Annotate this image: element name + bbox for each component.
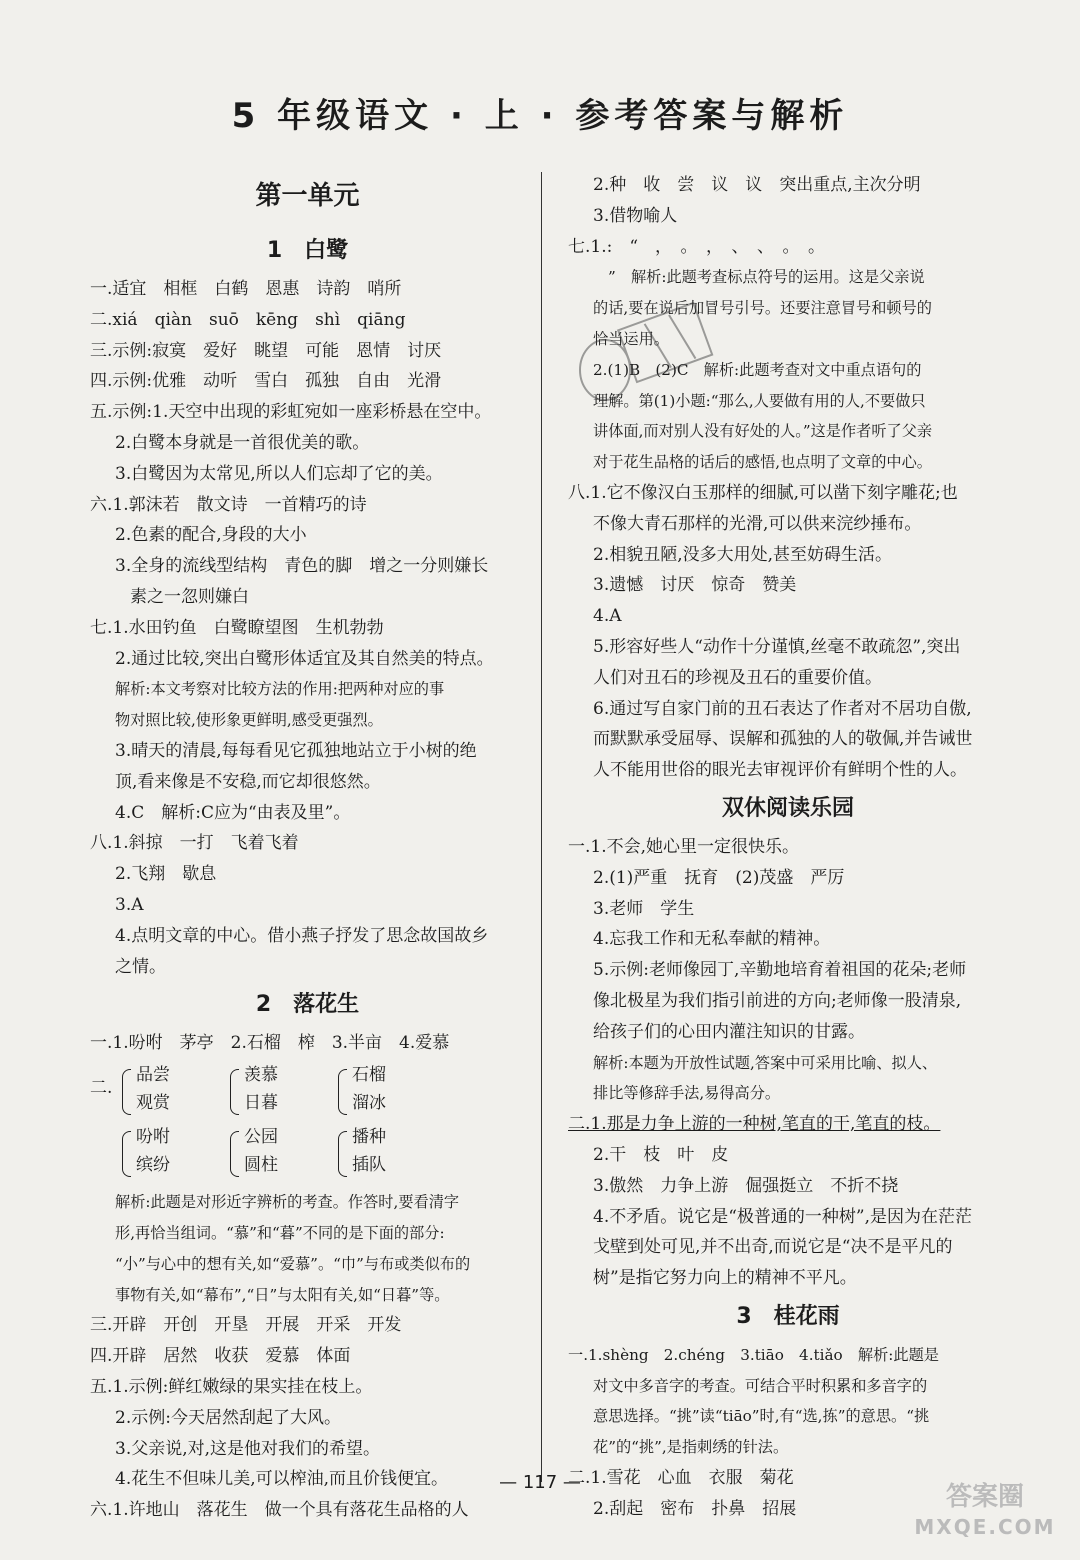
answer-line: 3.父亲说,对,这是他对我们的希望。 [115,1438,381,1459]
answer-line: 人不能用世俗的眼光去审视评价有鲜明个性的人。 [593,760,967,781]
answer-line: 一.1.吩咐 茅亭 2.石榴 榨 3.半亩 4.爱慕 [90,1033,450,1054]
answer-line: 2.(1)B (2)C 解析:此题考查对文中重点语句的 [593,360,922,379]
answer-line: 素之一忽则嫌白 [130,586,249,607]
answer-line: 五.1.示例:鲜红嫩绿的果实挂在枝上。 [90,1376,373,1397]
answer-line: 3.白鹭因为太常见,所以人们忘却了它的美。 [115,463,443,484]
bracket-pair [230,1123,338,1185]
bracket-group [122,1061,230,1185]
answer-line: 八.1.它不像汉白玉那样的细腻,可以凿下刻字雕花;也 [568,482,958,503]
answer-line: 四.示例:优雅 动听 雪白 孤独 自由 光滑 [90,371,442,392]
answer-line: 六.1.许地山 落花生 做一个具有落花生品格的人 [90,1500,469,1521]
bracket-word: 溜冰 [352,1093,386,1114]
bracket-pair [338,1061,446,1123]
answer-line: 事物有关,如“幕布”,“日”与太阳有关,如“日暮”等。 [115,1285,450,1304]
answer-line: 意思选择。“挑”读“tiāo”时,有“选,拣”的意思。“挑 [593,1407,930,1426]
answer-line: 3.晴天的清晨,每每看见它孤独地站立于小树的绝 [115,740,477,761]
lesson-title-1: 1 白鹭 [266,238,349,263]
answer-line: 三.示例:寂寞 爱好 眺望 可能 恩情 讨厌 [90,340,442,361]
bracket-word: 羡慕 [244,1065,278,1086]
answer-line: 2.通过比较,突出白鹭形体适宜及其自然美的特点。 [115,648,494,669]
answer-line: 2.白鹭本身就是一首很优美的歌。 [115,432,370,453]
answer-line: 花”的“挑”,是指刺绣的针法。 [593,1438,789,1457]
bracket-word: 圆柱 [244,1155,278,1176]
bracket-word: 公园 [244,1127,278,1148]
page-number: — 117 — [499,1472,581,1493]
lesson-1-answers [90,274,525,982]
answer-line: 形,再恰当组词。“慕”和“暮”不同的是下面的部分: [115,1223,445,1242]
answer-line: 解析:本题为开放性试题,答案中可采用比喻、拟人、 [593,1053,938,1072]
bracket-pair [338,1123,446,1185]
answer-line: 2.示例:今天居然刮起了大风。 [115,1407,341,1428]
bracket-pair [230,1061,338,1123]
answer-line: 七.1.: “ ， 。 ， 、 、 。 。 [568,236,826,257]
column-divider [541,172,542,1482]
answer-line: 3.遗憾 讨厌 惊奇 赞美 [593,575,797,596]
reading-section-title: 双休阅读乐园 [721,795,854,821]
answer-line: 的话,要在说后加冒号引号。还要注意冒号和顿号的 [593,299,932,318]
answer-line: 4.花生不但味儿美,可以榨油,而且价钱便宜。 [115,1469,449,1490]
lesson-2-answers-c [568,170,1008,786]
watermark-url: MXQE.COM [914,1515,1056,1539]
answer-line: 4.忘我工作和无私奉献的精神。 [593,929,831,950]
bracket-word: 石榴 [352,1065,386,1086]
answer-line: 恰当运用。 [593,329,669,348]
bracket-word: 缤纷 [136,1155,170,1176]
answer-line: 2.(1)严重 抚育 (2)茂盛 严厉 [593,867,845,888]
stamp-mark [570,300,720,420]
bracket-word: 品尝 [136,1065,170,1086]
answer-line: 3.A [115,894,144,915]
bracket-lead: 二. [90,1078,113,1099]
answer-line: 戈壁到处可见,并不出奇,而说它是“决不是平凡的 [593,1237,953,1258]
answer-line: 一.1.不会,她心里一定很快乐。 [568,836,800,857]
answer-line: 物对照比较,使形象更鲜明,感受更强烈。 [115,711,383,730]
answer-line: 而默默承受屈辱、误解和孤独的人的敬佩,并告诫世 [593,729,973,750]
answer-line: 不像大青石那样的光滑,可以供来浣纱捶布。 [593,513,922,534]
answer-line: 4.A [593,606,622,627]
bracket-group [338,1061,446,1185]
answer-line: 二.1.雪花 心血 衣服 菊花 [568,1468,794,1489]
bracket-word: 观赏 [136,1093,170,1114]
answer-line: 5.示例:老师像园丁,辛勤地培育着祖国的花朵;老师 [593,960,967,981]
answer-line: 5.形容好些人“动作十分谨慎,丝毫不敢疏忽”,突出 [593,636,961,657]
lesson-2-answers-a [90,1028,525,1059]
answer-line: 2.干 枝 叶 皮 [593,1144,729,1165]
answer-line: 树”是指它努力向上的精神不平凡。 [593,1268,857,1289]
answer-line: 2.刮起 密布 扑鼻 招展 [593,1498,797,1519]
answer-line: 2.种 收 尝 议 议 突出重点,主次分明 [593,175,921,195]
answer-line: 解析:本文考察对比较方法的作用:把两种对应的事 [115,680,445,699]
answer-line: 二.1.那是力争上游的一种树,笔直的干,笔直的枝。 [568,1114,941,1135]
answer-line: 6.通过写自家门前的丑石表达了作者对不居功自傲, [593,698,972,719]
answer-line: ” 解析:此题考查标点符号的运用。这是父亲说 [608,268,925,287]
lesson-title-3: 3 桂花雨 [736,1303,840,1329]
answer-line: 四.开辟 居然 收获 爱慕 体面 [90,1346,351,1367]
bracket-pair [122,1061,230,1123]
answer-line: 六.1.郭沫若 散文诗 一首精巧的诗 [90,494,367,515]
answer-line: “小”与心中的想有关,如“爱慕”。“巾”与布或类似布的 [115,1254,471,1273]
answer-line: 3.老师 学生 [593,898,695,919]
lesson-title-2: 2 落花生 [255,992,360,1018]
bracket-group [230,1061,338,1185]
answer-line: 对文中多音字的考查。可结合平时积累和多音字的 [593,1376,928,1395]
answer-line: 像北极星为我们指引前进的方向;老师像一股清泉, [593,990,962,1011]
unit-title: 第一单元 [255,181,360,211]
answer-line: 对于花生品格的话后的感悟,也点明了文章的中心。 [593,453,932,472]
answer-line: 一.适宜 相框 白鹤 恩惠 诗韵 哨所 [90,279,402,299]
answer-line: 三.开辟 开创 开垦 开展 开采 开发 [90,1315,402,1336]
answer-line: 2.色素的配合,身段的大小 [115,525,307,546]
answer-line: 4.点明文章的中心。借小燕子抒发了思念故国故乡 [115,925,489,946]
answer-line: 3.借物喻人 [593,205,678,226]
answer-line: 顶,看来像是不安稳,而它却很悠然。 [115,771,381,792]
watermark-logo [910,1482,1060,1542]
answer-line: 排比等修辞手法,易得高分。 [593,1084,781,1103]
answer-line: 二.xiá qiàn suō kēng shì qiāng [90,309,406,330]
answer-line: 人们对丑石的珍视及丑石的重要价值。 [593,667,882,688]
page-title: 5 年级语文 · 上 · 参考答案与解析 [231,96,849,136]
bracket-word: 播种 [352,1127,386,1148]
answer-line: 4.C 解析:C应为“由表及里”。 [115,802,351,823]
answer-line: 2.飞翔 歇息 [115,864,217,885]
answer-line: 解析:此题是对形近字辨析的考查。作答时,要看清字 [115,1193,460,1212]
left-column [90,170,525,1526]
answer-line: 4.不矛盾。说它是“极普通的一种树”,是因为在茫茫 [593,1206,973,1227]
answer-line: 理解。第(1)小题:“那么,人要做有用的人,不要做只 [593,391,926,410]
bracket-pair [122,1123,230,1185]
watermark-text: 答案圈 [945,1482,1024,1512]
reading-answers [568,832,1008,1294]
answer-line: 八.1.斜掠 一打 飞着飞着 [90,833,299,854]
bracket-word: 吩咐 [136,1127,170,1148]
answer-line: 3.全身的流线型结构 青色的脚 增之一分则嫌长 [115,556,489,577]
answer-line: 七.1.水田钓鱼 白鹭瞭望图 生机勃勃 [90,617,384,638]
answer-line: 五.示例:1.天空中出现的彩虹宛如一座彩桥悬在空中。 [90,402,492,423]
bracket-word: 插队 [352,1155,386,1176]
answer-line: 之情。 [115,956,166,977]
answer-line: 一.1.shèng 2.chéng 3.tiāo 4.tiǎo 解析:此题是 [568,1345,939,1364]
answer-line: 2.相貌丑陋,没多大用处,甚至妨碍生活。 [593,544,893,565]
answer-line: 3.傲然 力争上游 倔强挺立 不折不挠 [593,1175,899,1196]
answer-line: 给孩子们的心田内灌注知识的甘露。 [593,1021,865,1042]
bracket-word-table [90,1061,525,1187]
bracket-word: 日暮 [244,1093,278,1114]
answer-line: 讲体面,而对别人没有好处的人。”这是作者听了父亲 [593,422,933,441]
